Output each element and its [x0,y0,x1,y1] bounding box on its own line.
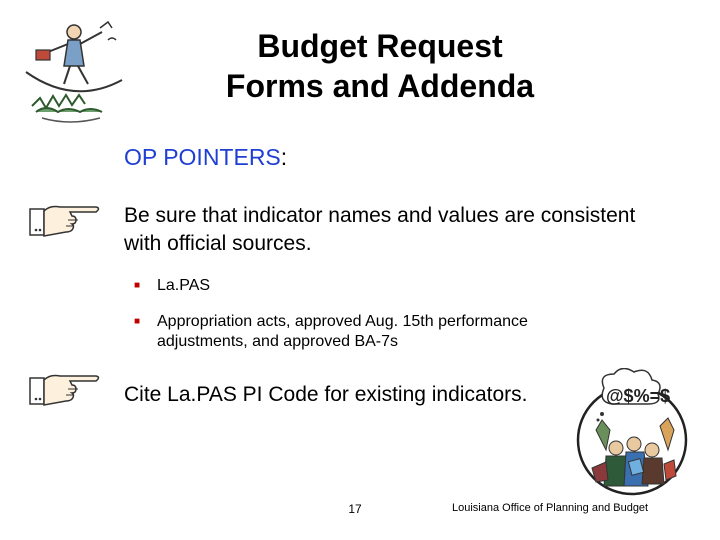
square-bullet-icon: ■ [134,280,141,291]
page-number: 17 [348,502,362,516]
heading-colon: : [280,144,288,170]
footer-text: Louisiana Office of Planning and Budget [452,502,649,514]
meeting-symbols: @$%=$ [606,386,671,406]
sub-bullet-text: Appropriation acts, approved Aug. 15th performance adjustments, and approved BA-7s [157,313,528,350]
sub-bullet-item [134,312,614,352]
meeting-clipart [576,368,688,496]
section-heading [124,144,287,171]
pointer-item-2: Cite La.PAS PI Code for existing indicators. [124,383,528,406]
pointing-hand-icon [28,370,102,410]
title-line-1: Budget Request [257,28,503,64]
title-line-2: Forms and Addenda [225,68,535,104]
pointer-item-1: Be sure that indicator names and values are consistent with official sources. [124,204,636,255]
pointing-hand-icon [28,201,102,241]
tightrope-walker-clipart [22,14,126,132]
sub-bullet-item [134,276,434,296]
heading-text: OP POINTERS [124,144,281,170]
sub-bullet-text: La.PAS [157,277,211,294]
square-bullet-icon: ■ [134,316,141,327]
slide-title [160,26,600,106]
